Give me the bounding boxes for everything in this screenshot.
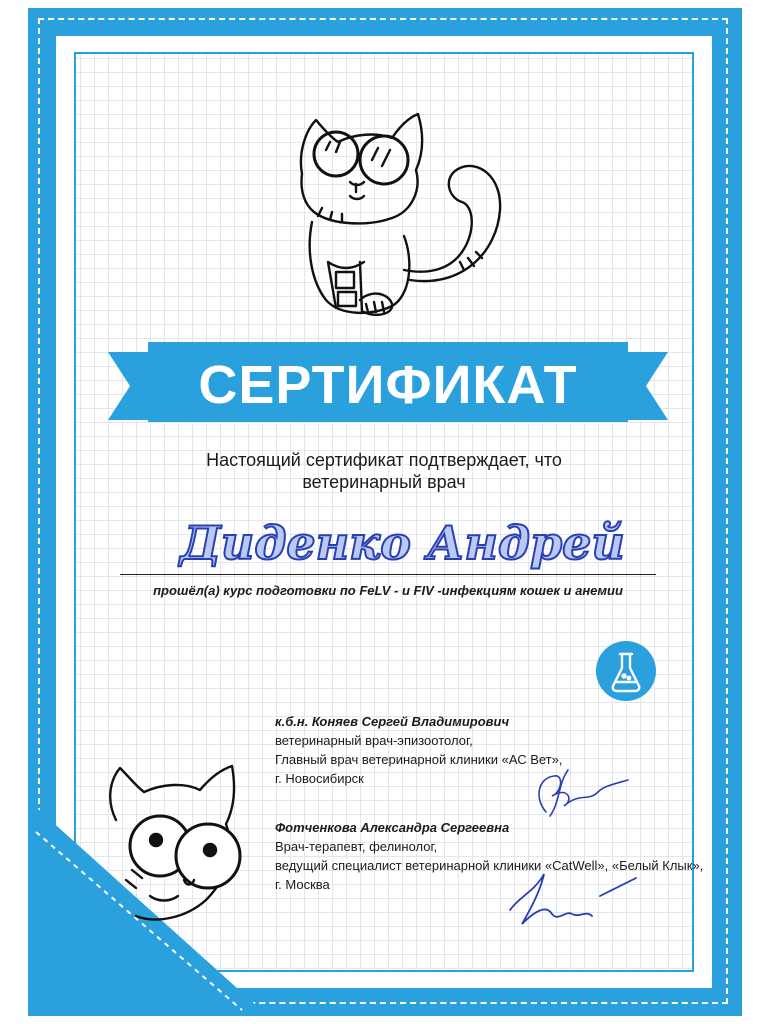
certificate-title: СЕРТИФИКАТ (198, 355, 578, 415)
cat-illustration-icon (292, 112, 510, 322)
name-underline (120, 574, 656, 575)
signature-1-icon (528, 762, 638, 822)
signatory-2-line-1: Врач-терапевт, фелинолог, (275, 839, 438, 854)
intro-text (150, 449, 618, 493)
signatory-1-line-1: ветеринарный врач-эпизоотолог, (275, 733, 473, 748)
flask-icon (595, 640, 657, 702)
signatory-1-line-3: г. Новосибирск (275, 771, 364, 786)
intro-line-2: ветеринарный врач (302, 472, 466, 492)
signatory-2-line-2: ведущий специалист ветеринарной клиники «CatWell», «Белый Клык», (275, 858, 704, 873)
signatory-2-line-3: г. Москва (275, 877, 330, 892)
cat-corner-icon (96, 760, 266, 930)
signatory-2-name: Фотченкова Александра Сергеевна (275, 820, 510, 835)
intro-line-1: Настоящий сертификат подтверждает, что (206, 450, 562, 470)
signatory-1-line-2: Главный врач ветеринарной клиники «АС Вет», (275, 752, 563, 767)
course-description: прошёл(а) курс подготовки по FeLV - и FIV -инфекциям кошек и анемии (153, 583, 623, 598)
signatory-1-name: к.б.н. Коняев Сергей Владимирович (275, 714, 510, 729)
signature-2-icon (500, 866, 640, 930)
signatory-1 (275, 712, 562, 788)
recipient-name: Диденко Андрей (180, 516, 625, 570)
